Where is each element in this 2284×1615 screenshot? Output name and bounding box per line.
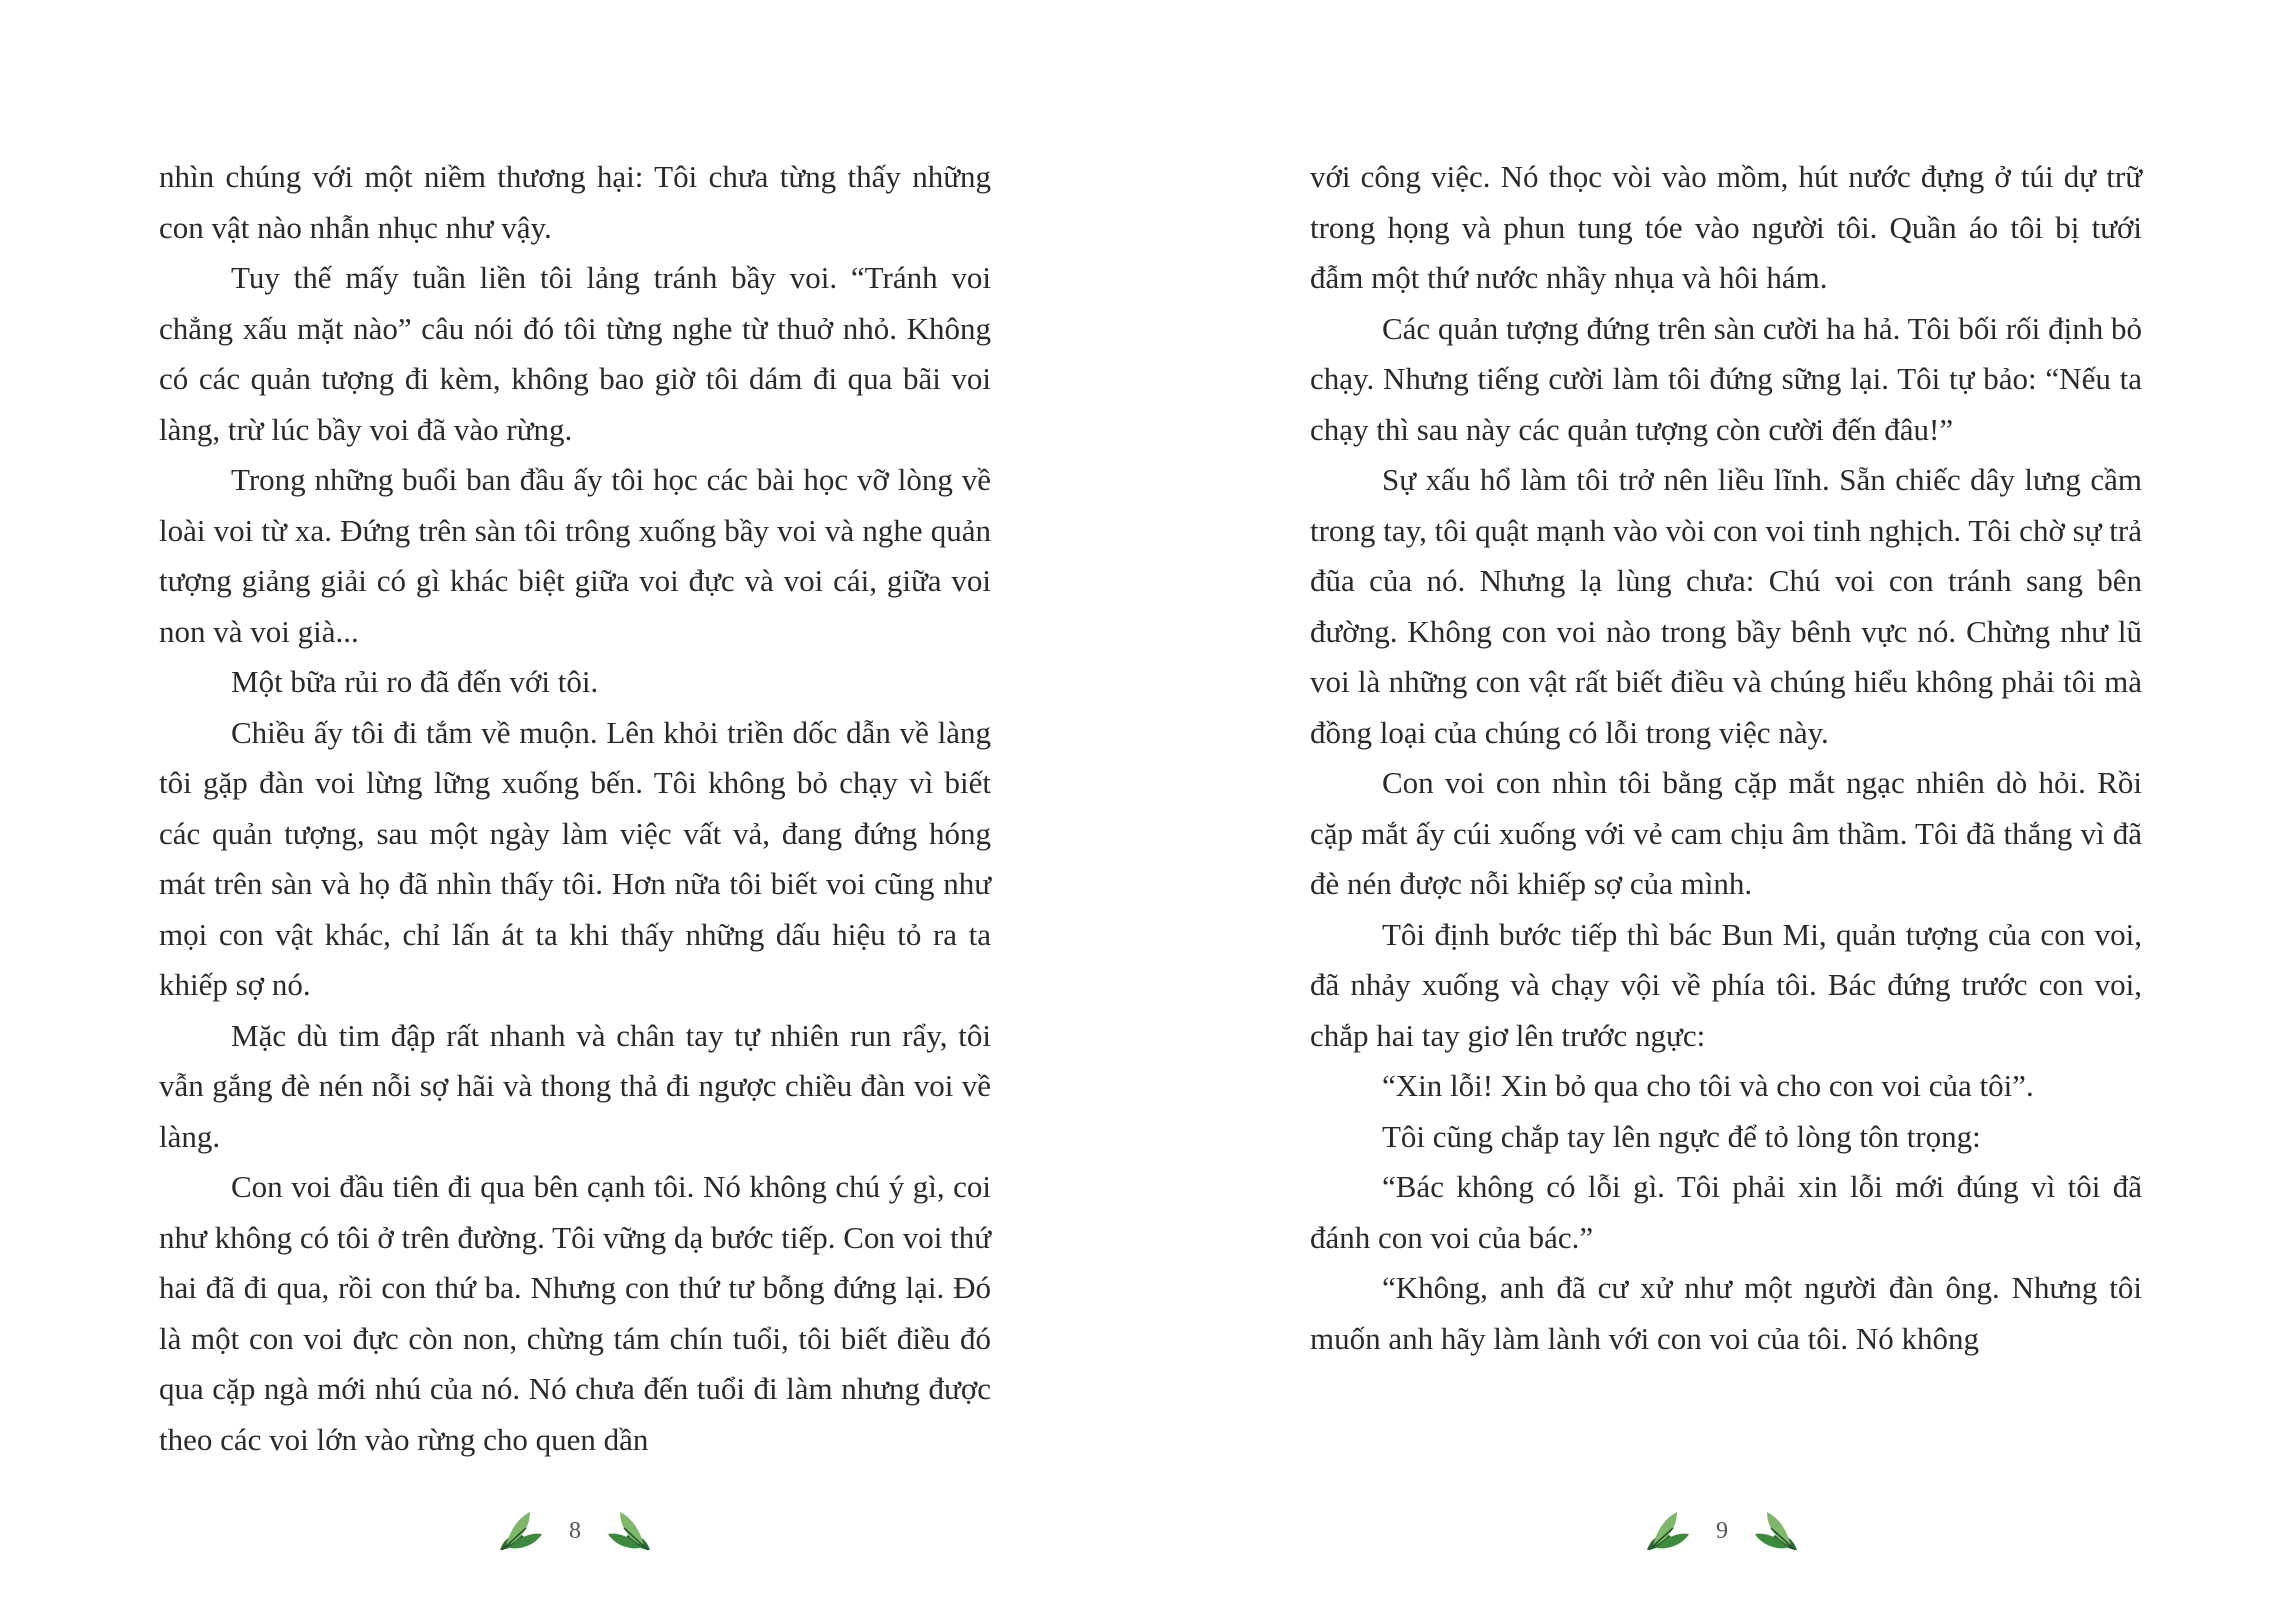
- paragraph: Một bữa rủi ro đã đến với tôi.: [231, 664, 599, 699]
- right-page: [1142, 0, 2284, 1615]
- paragraph: “Xin lỗi! Xin bỏ qua cho tôi và cho con voi của tôi”.: [1382, 1068, 2034, 1103]
- paragraph: Con voi đầu tiên đi qua bên cạnh tôi. Nó không chú ý gì, coi như không có tôi ở trên đường. Tôi vững dạ bước tiếp. Con voi thứ hai đã đi qua, rồi con thứ ba. Nhưng con thứ tư bỗng đứng lại. Đó là một con voi đực còn non, chừng tám chín tuổi, tôi biết điều đó qua cặp ngà mới nhú của nó. Nó chưa đến tuổi đi làm nhưng được theo các voi lớn vào rừng cho quen dần: [159, 1169, 991, 1457]
- paragraph: “Không, anh đã cư xử như một người đàn ông. Nhưng tôi muốn anh hãy làm lành với con voi của tôi. Nó không: [1310, 1270, 2142, 1356]
- page-footer: [1642, 1500, 1802, 1562]
- page-footer: [495, 1500, 655, 1562]
- paragraph: Trong những buổi ban đầu ấy tôi học các bài học vỡ lòng về loài voi từ xa. Đứng trên sàn tôi trông xuống bầy voi và nghe quản tượng giảng giải có gì khác biệt giữa voi đực và voi cái, giữa voi non và voi già...: [159, 462, 991, 649]
- leaf-sprig-icon: [604, 1506, 654, 1556]
- paragraph: Tôi cũng chắp tay lên ngực để tỏ lòng tôn trọng:: [1382, 1118, 1981, 1154]
- page-number: 8: [569, 1517, 581, 1544]
- leaf-sprig-icon: [1751, 1506, 1801, 1556]
- paragraph: Chiều ấy tôi đi tắm về muộn. Lên khỏi triền dốc dẫn về làng tôi gặp đàn voi lừng lững xuống bến. Tôi không bỏ chạy vì biết các quản tượng, sau một ngày làm việc vất vả, đang đứng hóng mát trên sàn và họ đã nhìn thấy tôi. Hơn nữa tôi biết voi cũng như mọi con vật khác, chỉ lấn át ta khi thấy những dấu hiệu tỏ ra ta khiếp sợ nó.: [159, 714, 991, 1002]
- leaf-sprig-icon: [496, 1506, 546, 1556]
- paragraph: Tuy thế mấy tuần liền tôi lảng tránh bầy voi. “Tránh voi chẳng xấu mặt nào” câu nói đó tôi từng nghe từ thuở nhỏ. Không có các quản tượng đi kèm, không bao giờ tôi dám đi qua bãi voi làng, trừ lúc bầy voi đã vào rừng.: [159, 260, 991, 447]
- paragraph: với công việc. Nó thọc vòi vào mồm, hút nước đựng ở túi dự trữ trong họng và phun tung tóe vào người tôi. Quần áo tôi bị tưới đẫm một thứ nước nhầy nhụa và hôi hám.: [1310, 159, 2142, 295]
- paragraph: Sự xấu hổ làm tôi trở nên liều lĩnh. Sẵn chiếc dây lưng cầm trong tay, tôi quật mạnh vào vòi con voi tinh nghịch. Tôi chờ sự trả đũa của nó. Nhưng lạ lùng chưa: Chú voi con tránh sang bên đường. Không con voi nào trong bầy bênh vực nó. Chừng như lũ voi là những con vật rất biết điều và chúng hiểu không phải tôi mà đồng loại của chúng có lỗi trong việc này.: [1310, 462, 2142, 750]
- paragraph: Mặc dù tim đập rất nhanh và chân tay tự nhiên run rẩy, tôi vẫn gắng đè nén nỗi sợ hãi và thong thả đi ngược chiều đàn voi về làng.: [159, 1017, 991, 1154]
- page-number: 9: [1716, 1517, 1728, 1544]
- paragraph: “Bác không có lỗi gì. Tôi phải xin lỗi mới đúng vì tôi đã đánh con voi của bác.”: [1310, 1169, 2142, 1255]
- paragraph: Tôi định bước tiếp thì bác Bun Mi, quản tượng của con voi, đã nhảy xuống và chạy vội về phía tôi. Bác đứng trước con voi, chắp hai tay giơ lên trước ngực:: [1310, 916, 2142, 1053]
- right-page-text: [1310, 152, 2142, 1364]
- paragraph: Các quản tượng đứng trên sàn cười ha hả. Tôi bối rối định bỏ chạy. Nhưng tiếng cười làm tôi đứng sững lại. Tôi tự bảo: “Nếu ta chạy thì sau này các quản tượng còn cười đến đâu!”: [1310, 310, 2142, 447]
- leaf-sprig-icon: [1643, 1506, 1693, 1556]
- paragraph: Con voi con nhìn tôi bằng cặp mắt ngạc nhiên dò hỏi. Rồi cặp mắt ấy cúi xuống với vẻ cam chịu âm thầm. Tôi đã thắng vì đã đè nén được nỗi khiếp sợ của mình.: [1310, 765, 2142, 901]
- paragraph: nhìn chúng với một niềm thương hại: Tôi chưa từng thấy những con vật nào nhẫn nhục như vậy.: [159, 159, 991, 245]
- left-page-text: [159, 152, 991, 1465]
